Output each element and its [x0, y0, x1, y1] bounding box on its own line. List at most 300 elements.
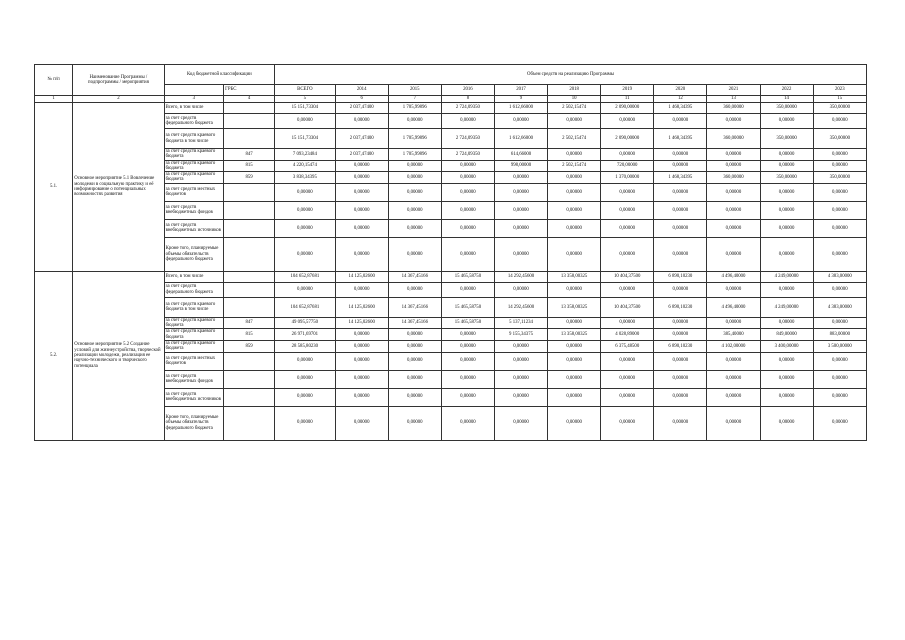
year-amount-cell: 0,00000 — [601, 237, 654, 271]
year-amount-cell: 0,00000 — [494, 282, 547, 297]
section-number: 5.2. — [35, 271, 73, 440]
column-number: 13 — [707, 96, 760, 103]
year-amount-cell: 360,00000 — [707, 103, 760, 114]
year-amount-cell: 0,00000 — [654, 160, 707, 172]
year-amount-cell: 4 383,00000 — [813, 271, 866, 282]
column-number: 11 — [601, 96, 654, 103]
year-amount-cell: 14 292,45600 — [494, 271, 547, 282]
year-amount-cell: 0,00000 — [548, 172, 601, 184]
year-amount-cell: 0,00000 — [813, 114, 866, 129]
year-amount-cell: 0,00000 — [601, 370, 654, 388]
year-amount-cell: 14 367,45166 — [388, 317, 441, 329]
total-amount-cell: 0,00000 — [275, 114, 336, 129]
year-amount-cell: 0,00000 — [760, 388, 813, 406]
year-amount-cell: 0,00000 — [654, 114, 707, 129]
year-amount-cell: 0,00000 — [813, 370, 866, 388]
total-amount-cell: 15 151,73304 — [275, 103, 336, 114]
column-number-row — [35, 96, 867, 103]
year-amount-cell: 0,00000 — [335, 352, 388, 370]
year-amount-cell: 0,00000 — [441, 282, 494, 297]
year-amount-cell: 350,00000 — [760, 103, 813, 114]
year-amount-cell: 0,00000 — [388, 282, 441, 297]
total-amount-cell: 0,00000 — [275, 370, 336, 388]
year-amount-cell: 0,00000 — [654, 388, 707, 406]
year-amount-cell: 0,00000 — [335, 406, 388, 440]
year-amount-cell: 0,00000 — [654, 406, 707, 440]
year-amount-cell: 0,00000 — [494, 370, 547, 388]
year-amount-cell: 0,00000 — [494, 172, 547, 184]
year-amount-cell: 0,00000 — [760, 370, 813, 388]
year-amount-cell: 0,00000 — [441, 160, 494, 172]
year-amount-cell: 2 724,09350 — [441, 149, 494, 161]
year-amount-cell: 14 125,02600 — [335, 271, 388, 282]
year-amount-cell: 0,00000 — [548, 114, 601, 129]
year-amount-cell: 0,00000 — [494, 219, 547, 237]
year-amount-cell: 0,00000 — [441, 370, 494, 388]
year-amount-cell: 0,00000 — [813, 183, 866, 201]
total-amount-cell: 3 838,34395 — [275, 172, 336, 184]
year-amount-cell: 0,00000 — [813, 201, 866, 219]
funding-source-label: за счет средств краевого бюджета — [164, 317, 223, 329]
grbs-code — [224, 406, 275, 440]
year-amount-cell: 1 468,34395 — [654, 129, 707, 149]
year-amount-cell: 1 612,66000 — [494, 103, 547, 114]
year-amount-cell: 4 496,40000 — [707, 271, 760, 282]
total-amount-cell: 4 220,15474 — [275, 160, 336, 172]
year-amount-cell: 15 465,58750 — [441, 271, 494, 282]
year-amount-cell: 360,00000 — [707, 172, 760, 184]
year-amount-cell: 998,00000 — [494, 160, 547, 172]
funding-source-label: за счет средств краевого бюджета — [164, 172, 223, 184]
year-amount-cell: 0,00000 — [548, 183, 601, 201]
funding-source-label: за счет средств внебюджетных источников — [164, 388, 223, 406]
year-amount-cell: 14 292,45600 — [494, 297, 547, 317]
year-amount-cell: 0,00000 — [601, 183, 654, 201]
year-amount-cell: 1 705,99896 — [388, 149, 441, 161]
total-amount-cell: 0,00000 — [275, 406, 336, 440]
grbs-code — [224, 114, 275, 129]
header-year: 2021 — [707, 85, 760, 96]
year-amount-cell: 0,00000 — [441, 219, 494, 237]
year-amount-cell: 0,00000 — [441, 329, 494, 341]
column-number: 6 — [335, 96, 388, 103]
year-amount-cell: 350,00000 — [813, 172, 866, 184]
year-amount-cell: 0,00000 — [707, 219, 760, 237]
column-number: 8 — [441, 96, 494, 103]
year-amount-cell: 0,00000 — [441, 388, 494, 406]
column-number: 7 — [388, 96, 441, 103]
year-amount-cell: 849,00000 — [760, 329, 813, 341]
year-amount-cell: 0,00000 — [813, 219, 866, 237]
header-year: 2016 — [441, 85, 494, 96]
year-amount-cell: 15 465,58750 — [441, 317, 494, 329]
total-amount-cell: 0,00000 — [275, 237, 336, 271]
grbs-code — [224, 183, 275, 201]
year-amount-cell: 6 890,10230 — [654, 340, 707, 352]
year-amount-cell: 3 500,00000 — [813, 340, 866, 352]
year-amount-cell: 0,00000 — [388, 201, 441, 219]
year-amount-cell: 2 502,15474 — [548, 160, 601, 172]
total-amount-cell: 0,00000 — [275, 282, 336, 297]
header-year: 2023 — [813, 85, 866, 96]
year-amount-cell: 614,66000 — [494, 149, 547, 161]
header-year: 2019 — [601, 85, 654, 96]
funding-source-label: за счет средств местных бюджетов — [164, 183, 223, 201]
year-amount-cell: 2 502,15474 — [548, 103, 601, 114]
table-row — [35, 271, 867, 282]
funding-source-label: за счет средств федерального бюджета — [164, 114, 223, 129]
year-amount-cell: 0,00000 — [335, 282, 388, 297]
year-amount-cell: 0,00000 — [601, 406, 654, 440]
year-amount-cell: 0,00000 — [707, 160, 760, 172]
year-amount-cell: 6 890,10230 — [654, 297, 707, 317]
funding-source-label: Всего, в том числе — [164, 103, 223, 114]
total-amount-cell: 104 652,87681 — [275, 271, 336, 282]
year-amount-cell: 0,00000 — [335, 340, 388, 352]
year-amount-cell: 1 705,99896 — [388, 129, 441, 149]
column-number: 15 — [813, 96, 866, 103]
year-amount-cell: 0,00000 — [760, 352, 813, 370]
section-number: 5.1. — [35, 103, 73, 272]
year-amount-cell: 0,00000 — [707, 352, 760, 370]
year-amount-cell: 0,00000 — [601, 388, 654, 406]
year-amount-cell: 2 037,47400 — [335, 129, 388, 149]
header-funding: Объем средств на реализацию Программы — [275, 65, 867, 85]
grbs-code: 859 — [224, 340, 275, 352]
year-amount-cell: 4 383,00000 — [813, 297, 866, 317]
year-amount-cell: 0,00000 — [813, 352, 866, 370]
year-amount-cell: 0,00000 — [494, 388, 547, 406]
header-year: 2020 — [654, 85, 707, 96]
year-amount-cell: 0,00000 — [760, 237, 813, 271]
year-amount-cell: 350,00000 — [760, 172, 813, 184]
year-amount-cell: 0,00000 — [601, 149, 654, 161]
year-amount-cell: 14 367,45166 — [388, 297, 441, 317]
total-amount-cell: 49 095,57750 — [275, 317, 336, 329]
header-blank — [164, 85, 223, 96]
year-amount-cell: 0,00000 — [654, 329, 707, 341]
grbs-code — [224, 297, 275, 317]
year-amount-cell: 0,00000 — [388, 237, 441, 271]
table-row — [35, 103, 867, 114]
year-amount-cell: 0,00000 — [707, 114, 760, 129]
year-amount-cell: 0,00000 — [813, 282, 866, 297]
year-amount-cell: 0,00000 — [388, 219, 441, 237]
year-amount-cell: 6 890,10230 — [654, 271, 707, 282]
funding-source-label: за счет средств краевого бюджета в том числе — [164, 297, 223, 317]
year-amount-cell: 6 375,48500 — [601, 340, 654, 352]
year-amount-cell: 14 125,02600 — [335, 297, 388, 317]
grbs-code — [224, 237, 275, 271]
year-amount-cell: 0,00000 — [813, 149, 866, 161]
year-amount-cell: 0,00000 — [441, 340, 494, 352]
column-number: 12 — [654, 96, 707, 103]
year-amount-cell: 0,00000 — [548, 317, 601, 329]
total-amount-cell: 0,00000 — [275, 201, 336, 219]
year-amount-cell: 4 249,00000 — [760, 297, 813, 317]
year-amount-cell: 0,00000 — [548, 406, 601, 440]
year-amount-cell: 0,00000 — [601, 282, 654, 297]
column-number: 14 — [760, 96, 813, 103]
column-number: 10 — [548, 96, 601, 103]
funding-source-label: за счет средств краевого бюджета в том числе — [164, 129, 223, 149]
year-amount-cell: 0,00000 — [388, 340, 441, 352]
year-amount-cell: 0,00000 — [707, 201, 760, 219]
year-amount-cell: 0,00000 — [813, 237, 866, 271]
year-amount-cell: 14 125,02600 — [335, 317, 388, 329]
year-amount-cell: 0,00000 — [760, 201, 813, 219]
total-amount-cell: 28 585,80230 — [275, 340, 336, 352]
year-amount-cell: 0,00000 — [335, 219, 388, 237]
year-amount-cell: 0,00000 — [760, 219, 813, 237]
grbs-code — [224, 103, 275, 114]
grbs-code: 847 — [224, 317, 275, 329]
year-amount-cell: 0,00000 — [548, 282, 601, 297]
column-number: 5 — [275, 96, 336, 103]
year-amount-cell: 0,00000 — [760, 406, 813, 440]
section-name: Основное мероприятие 5.1 Вовлечение молодежи в социальную практику и её информирование о потенциальных возможностях развития — [73, 103, 164, 272]
year-amount-cell: 5 137,11234 — [494, 317, 547, 329]
year-amount-cell: 0,00000 — [441, 201, 494, 219]
year-amount-cell: 0,00000 — [494, 406, 547, 440]
year-amount-cell: 0,00000 — [654, 219, 707, 237]
year-amount-cell: 2 090,00000 — [601, 129, 654, 149]
year-amount-cell: 0,00000 — [388, 172, 441, 184]
year-amount-cell: 0,00000 — [335, 183, 388, 201]
column-number: 3 — [164, 96, 223, 103]
year-amount-cell: 0,00000 — [548, 149, 601, 161]
year-amount-cell: 883,00000 — [813, 329, 866, 341]
year-amount-cell: 0,00000 — [707, 388, 760, 406]
year-amount-cell: 0,00000 — [601, 317, 654, 329]
year-amount-cell: 350,00000 — [760, 129, 813, 149]
year-amount-cell: 0,00000 — [654, 149, 707, 161]
grbs-code: 859 — [224, 172, 275, 184]
total-amount-cell: 26 971,69701 — [275, 329, 336, 341]
year-amount-cell: 0,00000 — [707, 183, 760, 201]
year-amount-cell: 1 612,66000 — [494, 129, 547, 149]
funding-source-label: за счет средств федерального бюджета — [164, 282, 223, 297]
year-amount-cell: 0,00000 — [388, 114, 441, 129]
year-amount-cell: 0,00000 — [760, 282, 813, 297]
year-amount-cell: 2 037,47400 — [335, 103, 388, 114]
year-amount-cell: 0,00000 — [441, 406, 494, 440]
grbs-code — [224, 388, 275, 406]
funding-source-label: Кроме того, планируемые объемы обязательств федерального бюджета — [164, 406, 223, 440]
year-amount-cell: 0,00000 — [335, 160, 388, 172]
year-amount-cell: 4 028,89000 — [601, 329, 654, 341]
table-header — [35, 65, 867, 96]
year-amount-cell: 0,00000 — [707, 317, 760, 329]
year-amount-cell: 0,00000 — [335, 201, 388, 219]
year-amount-cell: 0,00000 — [441, 172, 494, 184]
total-amount-cell: 0,00000 — [275, 388, 336, 406]
year-amount-cell: 0,00000 — [494, 340, 547, 352]
header-year: 2017 — [494, 85, 547, 96]
year-amount-cell: 0,00000 — [388, 352, 441, 370]
header-name: Наименование Программы / подпрограммы / мероприятия — [73, 65, 164, 96]
year-amount-cell: 0,00000 — [654, 201, 707, 219]
year-amount-cell: 2 037,47400 — [335, 149, 388, 161]
year-amount-cell: 0,00000 — [494, 183, 547, 201]
grbs-code: 847 — [224, 149, 275, 161]
year-amount-cell: 0,00000 — [654, 370, 707, 388]
grbs-code — [224, 271, 275, 282]
year-amount-cell: 0,00000 — [335, 329, 388, 341]
funding-source-label: за счет средств внебюджетных фондов — [164, 201, 223, 219]
funding-source-label: Кроме того, планируемые объемы обязательств федерального бюджета — [164, 237, 223, 271]
year-amount-cell: 0,00000 — [601, 201, 654, 219]
year-amount-cell: 0,00000 — [441, 183, 494, 201]
year-amount-cell: 0,00000 — [335, 370, 388, 388]
table-body — [35, 96, 867, 441]
funding-source-label: Всего, в том числе — [164, 271, 223, 282]
year-amount-cell: 350,00000 — [813, 103, 866, 114]
year-amount-cell: 0,00000 — [441, 352, 494, 370]
header-grbs: ГРБС — [224, 85, 275, 96]
year-amount-cell: 0,00000 — [654, 183, 707, 201]
year-amount-cell: 0,00000 — [335, 172, 388, 184]
year-amount-cell: 0,00000 — [813, 160, 866, 172]
year-amount-cell: 0,00000 — [654, 237, 707, 271]
year-amount-cell: 0,00000 — [707, 282, 760, 297]
grbs-code — [224, 282, 275, 297]
year-amount-cell: 350,00000 — [813, 129, 866, 149]
grbs-code: 815 — [224, 160, 275, 172]
year-amount-cell: 0,00000 — [654, 352, 707, 370]
funding-source-label: за счет средств местных бюджетов — [164, 352, 223, 370]
year-amount-cell: 0,00000 — [388, 406, 441, 440]
year-amount-cell: 1 468,34395 — [654, 172, 707, 184]
year-amount-cell: 0,00000 — [494, 237, 547, 271]
header-year: 2022 — [760, 85, 813, 96]
year-amount-cell: 14 367,45166 — [388, 271, 441, 282]
grbs-code — [224, 219, 275, 237]
year-amount-cell: 0,00000 — [441, 237, 494, 271]
year-amount-cell: 4 102,00000 — [707, 340, 760, 352]
year-amount-cell: 2 724,09350 — [441, 103, 494, 114]
year-amount-cell: 0,00000 — [388, 370, 441, 388]
grbs-code: 815 — [224, 329, 275, 341]
year-amount-cell: 360,00000 — [707, 129, 760, 149]
header-code-group: Код бюджетной классификации — [164, 65, 274, 85]
year-amount-cell: 0,00000 — [654, 282, 707, 297]
column-number: 2 — [73, 96, 164, 103]
total-amount-cell: 0,00000 — [275, 183, 336, 201]
year-amount-cell: 0,00000 — [760, 114, 813, 129]
year-amount-cell: 0,00000 — [601, 219, 654, 237]
section-name: Основное мероприятие 5.2 Создание условий для жизнеустройства, творческой реализации молодежи, реализация ее научно-технического и творческого потенциала — [73, 271, 164, 440]
year-amount-cell: 0,00000 — [388, 388, 441, 406]
year-amount-cell: 0,00000 — [813, 317, 866, 329]
year-amount-cell: 10 404,37500 — [601, 297, 654, 317]
total-amount-cell: 0,00000 — [275, 219, 336, 237]
year-amount-cell: 0,00000 — [548, 237, 601, 271]
year-amount-cell: 0,00000 — [813, 388, 866, 406]
year-amount-cell: 0,00000 — [548, 219, 601, 237]
year-amount-cell: 0,00000 — [548, 370, 601, 388]
year-amount-cell: 0,00000 — [494, 114, 547, 129]
funding-source-label: за счет средств краевого бюджета — [164, 160, 223, 172]
year-amount-cell: 0,00000 — [335, 114, 388, 129]
column-number: 4 — [224, 96, 275, 103]
total-amount-cell: 0,00000 — [275, 352, 336, 370]
grbs-code — [224, 129, 275, 149]
funding-source-label: за счет средств внебюджетных фондов — [164, 370, 223, 388]
year-amount-cell: 2 724,09350 — [441, 129, 494, 149]
year-amount-cell: 0,00000 — [707, 370, 760, 388]
year-amount-cell: 0,00000 — [707, 406, 760, 440]
year-amount-cell: 13 358,00325 — [548, 297, 601, 317]
year-amount-cell: 0,00000 — [494, 201, 547, 219]
year-amount-cell: 1 468,34395 — [654, 103, 707, 114]
year-amount-cell: 0,00000 — [441, 114, 494, 129]
year-amount-cell: 720,00000 — [601, 160, 654, 172]
grbs-code — [224, 352, 275, 370]
year-amount-cell: 0,00000 — [654, 317, 707, 329]
grbs-code — [224, 370, 275, 388]
year-amount-cell: 0,00000 — [707, 237, 760, 271]
year-amount-cell: 0,00000 — [760, 149, 813, 161]
year-amount-cell: 0,00000 — [760, 160, 813, 172]
funding-table — [34, 64, 867, 441]
funding-source-label: за счет средств краевого бюджета — [164, 340, 223, 352]
column-number: 9 — [494, 96, 547, 103]
year-amount-cell: 0,00000 — [388, 183, 441, 201]
funding-source-label: за счет средств краевого бюджета — [164, 149, 223, 161]
year-amount-cell: 0,00000 — [388, 160, 441, 172]
header-year: 2015 — [388, 85, 441, 96]
total-amount-cell: 15 151,73304 — [275, 129, 336, 149]
year-amount-cell: 9 155,34375 — [494, 329, 547, 341]
year-amount-cell: 15 465,58750 — [441, 297, 494, 317]
total-amount-cell: 7 093,23484 — [275, 149, 336, 161]
header-num: № п/п — [35, 65, 73, 96]
column-number: 1 — [35, 96, 73, 103]
year-amount-cell: 2 090,00000 — [601, 103, 654, 114]
year-amount-cell: 0,00000 — [494, 352, 547, 370]
year-amount-cell: 0,00000 — [601, 114, 654, 129]
year-amount-cell: 0,00000 — [335, 388, 388, 406]
year-amount-cell: 385,40000 — [707, 329, 760, 341]
total-amount-cell: 104 652,87681 — [275, 297, 336, 317]
year-amount-cell: 0,00000 — [548, 352, 601, 370]
year-amount-cell: 0,00000 — [388, 329, 441, 341]
year-amount-cell: 0,00000 — [707, 149, 760, 161]
year-amount-cell: 2 502,15474 — [548, 129, 601, 149]
header-year-total: ВСЕГО — [275, 85, 336, 96]
year-amount-cell: 0,00000 — [813, 406, 866, 440]
year-amount-cell: 0,00000 — [548, 340, 601, 352]
funding-source-label: за счет средств краевого бюджета — [164, 329, 223, 341]
year-amount-cell: 1 705,99896 — [388, 103, 441, 114]
year-amount-cell: 1 370,00000 — [601, 172, 654, 184]
year-amount-cell: 13 358,00325 — [548, 271, 601, 282]
year-amount-cell: 13 358,00325 — [548, 329, 601, 341]
header-year: 2018 — [548, 85, 601, 96]
year-amount-cell: 0,00000 — [548, 201, 601, 219]
header-year: 2014 — [335, 85, 388, 96]
grbs-code — [224, 201, 275, 219]
year-amount-cell: 10 404,37500 — [601, 271, 654, 282]
funding-source-label: за счет средств внебюджетных источников — [164, 219, 223, 237]
year-amount-cell: 4 249,00000 — [760, 271, 813, 282]
year-amount-cell: 0,00000 — [335, 237, 388, 271]
year-amount-cell: 0,00000 — [760, 183, 813, 201]
year-amount-cell: 0,00000 — [601, 352, 654, 370]
year-amount-cell: 0,00000 — [548, 388, 601, 406]
year-amount-cell: 3 400,00000 — [760, 340, 813, 352]
